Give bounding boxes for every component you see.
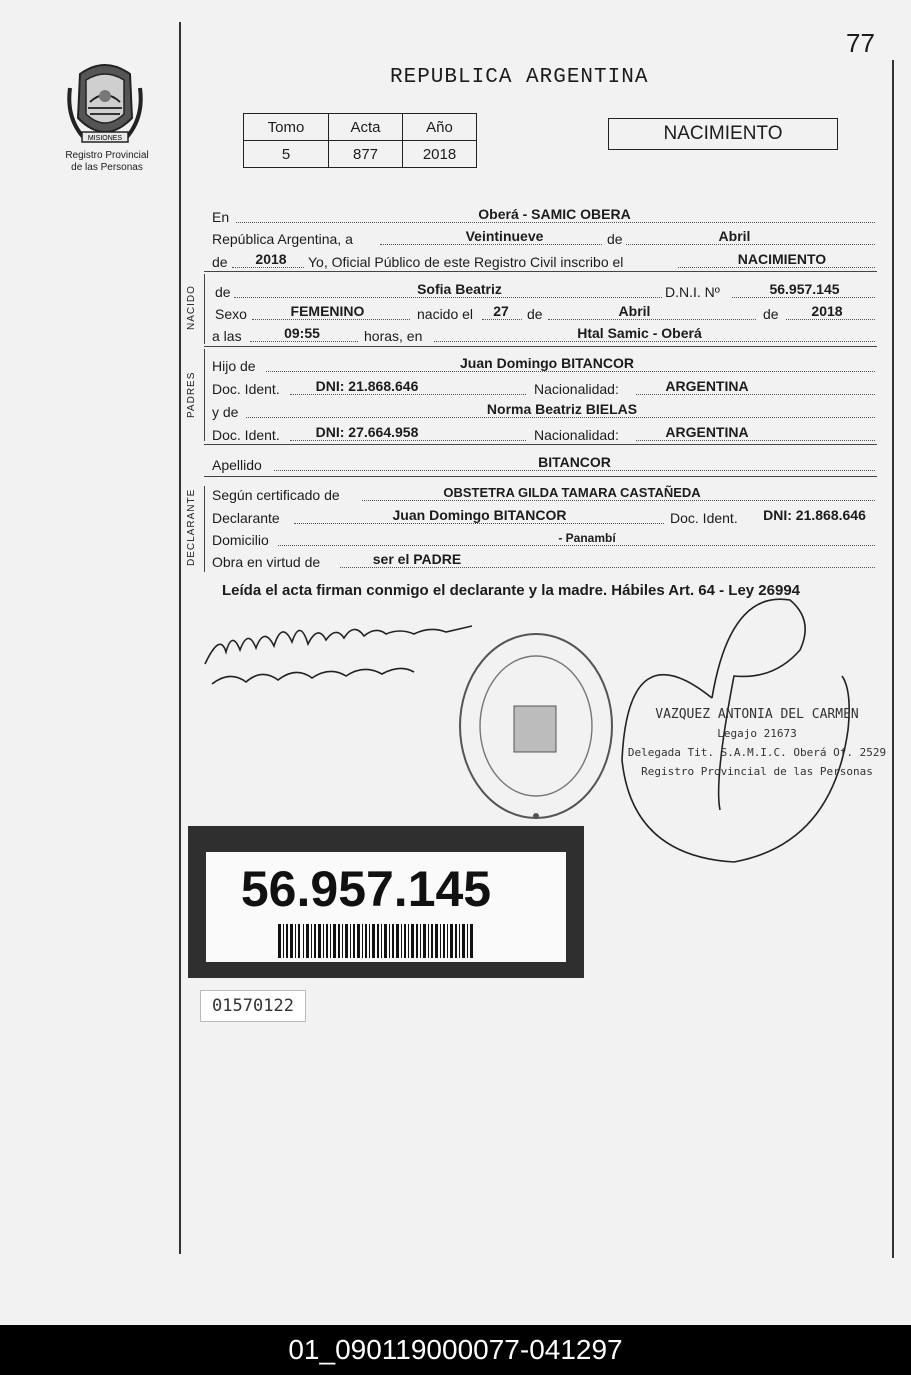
value-birth-day: 27 — [493, 303, 509, 319]
label-segun-cert: Según certificado de — [212, 487, 340, 503]
svg-text:MISIONES: MISIONES — [87, 135, 123, 142]
value-sex: FEMENINO — [290, 303, 365, 319]
row-certificate — [212, 482, 875, 504]
value-mother-nationality: ARGENTINA — [665, 424, 749, 440]
value-declarant-name: Juan Domingo BITANCOR — [392, 507, 567, 523]
label-en: En — [212, 209, 230, 225]
label-hijo-de: Hijo de — [212, 358, 256, 374]
value-ano: 2018 — [403, 141, 477, 168]
row-place — [212, 204, 875, 226]
value-birth-month: Abril — [618, 303, 651, 319]
volume-table-header — [244, 114, 477, 141]
registry-label — [48, 150, 166, 174]
official-role: Delegada Tit. S.A.M.I.C. Oberá Of. 2529 — [627, 746, 887, 759]
row-child — [212, 279, 875, 301]
label-domicilio: Domicilio — [212, 532, 269, 548]
document-title: REPUBLICA ARGENTINA — [390, 66, 649, 89]
value-mother-doc: DNI: 27.664.958 — [315, 424, 419, 440]
row-father — [212, 353, 875, 375]
row-by-virtue — [212, 549, 875, 571]
legal-text: Leída el acta firman conmigo el declarante y la madre. Hábiles Art. 64 - Ley 26994 — [222, 582, 801, 599]
row-father-doc — [212, 376, 875, 398]
value-declarant-doc: DNI: 21.868.646 — [763, 507, 866, 523]
value-father-doc: DNI: 21.868.646 — [315, 378, 419, 394]
left-margin-line — [179, 22, 181, 1254]
value-birth-year: 2018 — [811, 303, 843, 319]
value-child-name: Sofia Beatriz — [417, 281, 502, 297]
label-de-1: de — [607, 231, 623, 247]
row-time — [212, 323, 875, 345]
label-horas-en: horas, en — [364, 328, 423, 344]
label-declarante: Declarante — [212, 510, 280, 526]
label-yo-oficial: Yo, Oficial Público de este Registro Civil inscribo el — [308, 254, 624, 270]
row-surname — [212, 452, 875, 474]
registry-label-line-2: de las Personas — [71, 162, 143, 173]
value-address: - Panambí — [558, 531, 616, 545]
row-mother-doc — [212, 422, 875, 444]
barcode-icon — [278, 924, 474, 958]
label-doc-ident-2: Doc. Ident. — [212, 427, 280, 443]
registry-stamp — [456, 630, 616, 822]
footer-code: 01_090119000077-041297 — [0, 1325, 911, 1375]
label-apellido: Apellido — [212, 457, 262, 473]
row-year — [212, 249, 875, 271]
row-address — [212, 527, 875, 549]
row-date — [212, 226, 875, 248]
volume-table — [243, 113, 477, 168]
value-year: 2018 — [255, 251, 287, 267]
record-type-box: NACIMIENTO — [608, 118, 838, 150]
value-father-name: Juan Domingo BITANCOR — [460, 355, 634, 371]
declarant-signature — [200, 612, 485, 692]
value-by-virtue: ser el PADRE — [372, 551, 462, 567]
label-de-3: de — [215, 284, 231, 300]
row-sex — [212, 301, 875, 323]
header-ano: Año — [403, 114, 477, 141]
label-doc-ident-1: Doc. Ident. — [212, 381, 280, 397]
province-coat-of-arms-icon — [66, 58, 144, 148]
official-name: VAZQUEZ ANTONIA DEL CARMEN — [655, 707, 859, 722]
label-dni-no: D.N.I. Nº — [665, 284, 720, 300]
label-doc-ident-3: Doc. Ident. — [670, 510, 738, 526]
official-org: Registro Provincial de las Personas — [641, 765, 873, 778]
label-y-de: y de — [212, 404, 239, 420]
label-a-las: a las — [212, 328, 242, 344]
value-tomo: 5 — [244, 141, 329, 168]
side-label-padres: PADRES — [186, 371, 197, 418]
value-acta: 877 — [329, 141, 403, 168]
value-month: Abril — [718, 228, 751, 244]
label-nacido-el: nacido el — [417, 306, 474, 322]
value-birth-time: 09:55 — [284, 325, 320, 341]
label-obra-virtud: Obra en virtud de — [212, 554, 321, 570]
label-nacionalidad-1: Nacionalidad: — [534, 381, 619, 397]
registry-label-line-1: Registro Provincial — [65, 150, 149, 161]
row-mother — [212, 399, 875, 421]
official-legajo: Legajo 21673 — [717, 727, 797, 740]
label-republica: República Argentina, a — [212, 231, 353, 247]
value-surname: BITANCOR — [538, 454, 611, 470]
label-nacionalidad-2: Nacionalidad: — [534, 427, 619, 443]
label-de-5: de — [763, 306, 779, 322]
volume-table-values — [244, 141, 477, 168]
row-declarant — [212, 505, 875, 527]
value-child-dni: 56.957.145 — [769, 281, 840, 297]
header-acta: Acta — [329, 114, 403, 141]
page-number: 77 — [846, 28, 875, 58]
value-place: Oberá - SAMIC OBERA — [478, 206, 631, 222]
value-mother-name: Norma Beatriz BIELAS — [486, 401, 638, 417]
dni-sticker-number: 56.957.145 — [240, 861, 492, 917]
label-de-2: de — [212, 254, 228, 270]
value-father-nationality: ARGENTINA — [665, 378, 749, 394]
value-birth-place: Htal Samic - Oberá — [577, 325, 702, 341]
header-tomo: Tomo — [244, 114, 329, 141]
side-label-declarante: DECLARANTE — [186, 488, 197, 566]
label-sexo: Sexo — [215, 306, 247, 322]
dni-sticker-inner — [206, 852, 566, 962]
side-label-nacido: NACIDO — [186, 285, 197, 330]
value-day-words: Veintinueve — [465, 228, 544, 244]
value-certificate-by: OBSTETRA GILDA TAMARA CASTAÑEDA — [443, 485, 701, 500]
official-signature-block — [626, 705, 888, 781]
right-margin-line — [892, 60, 894, 1258]
value-inscription-type: NACIMIENTO — [737, 251, 827, 267]
serial-number: 01570122 — [200, 990, 306, 1022]
dni-sticker — [188, 826, 584, 978]
label-de-4: de — [527, 306, 543, 322]
